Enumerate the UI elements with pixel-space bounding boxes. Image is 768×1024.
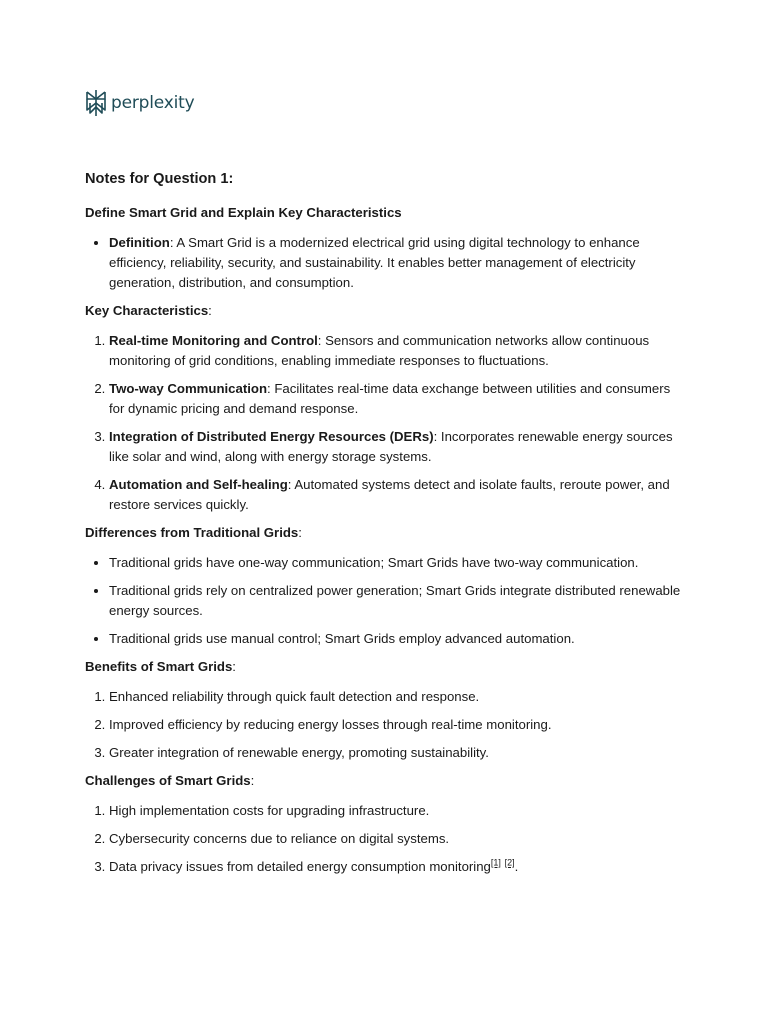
citation-link-1[interactable]: [1] bbox=[490, 857, 501, 868]
list-item: 1. Enhanced reliability through quick fault detection and response. bbox=[109, 687, 685, 707]
definition-term: Definition bbox=[109, 235, 170, 250]
key-characteristics-heading: Key Characteristics bbox=[85, 303, 209, 318]
list-item: • Traditional grids have one-way communication; Smart Grids have two-way communication. bbox=[109, 553, 685, 573]
differences-heading: Differences from Traditional Grids bbox=[85, 525, 299, 540]
item-text: : Incorporates renewable energy sources like solar and wind, along with energy storage systems. bbox=[109, 429, 673, 464]
item-term: Real-time Monitoring and Control bbox=[109, 333, 318, 348]
list-item: 2. Improved efficiency by reducing energy losses through real-time monitoring. bbox=[109, 715, 685, 735]
subtitle: Define Smart Grid and Explain Key Characteristics bbox=[85, 205, 402, 220]
challenges-list bbox=[85, 801, 685, 877]
logo-text: perplexity bbox=[111, 93, 195, 113]
benefits-heading: Benefits of Smart Grids bbox=[85, 659, 233, 674]
list-item: • Traditional grids rely on centralized power generation; Smart Grids integrate distributed renewable energy sources. bbox=[109, 581, 685, 621]
item-term: Automation and Self-healing bbox=[109, 477, 288, 492]
list-item: 3. Greater integration of renewable energy, promoting sustainability. bbox=[109, 743, 685, 763]
challenges-heading: Challenges of Smart Grids bbox=[85, 773, 251, 788]
definition-text: : A Smart Grid is a modernized electrical grid using digital technology to enhance efficiency, reliability, security, and sustainability. It enables better management of electricity generation, distribution, and consumption. bbox=[109, 235, 640, 290]
perplexity-logo bbox=[85, 88, 194, 118]
item-text: : Automated systems detect and isolate faults, reroute power, and restore services quickly. bbox=[109, 477, 670, 512]
definition-item bbox=[109, 233, 685, 293]
section-heading-benefits bbox=[85, 657, 685, 677]
notes-content bbox=[85, 168, 685, 885]
perplexity-logo-icon bbox=[85, 89, 107, 117]
item-text: : Facilitates real-time data exchange between utilities and consumers for dynamic pricing and demand response. bbox=[109, 381, 671, 416]
citation-link-2[interactable]: [2] bbox=[504, 857, 515, 868]
section-heading-differences bbox=[85, 523, 685, 543]
list-item: 2. Cybersecurity concerns due to reliance on digital systems. bbox=[109, 829, 685, 849]
heading-colon: : bbox=[250, 773, 255, 788]
heading-colon: : bbox=[232, 659, 236, 674]
heading-colon: : bbox=[208, 303, 212, 318]
section-heading-challenges bbox=[85, 771, 685, 791]
list-item bbox=[109, 379, 685, 419]
list-item bbox=[109, 331, 685, 371]
differences-list bbox=[85, 553, 685, 649]
definition-list bbox=[85, 233, 685, 293]
item-end-period: . bbox=[514, 859, 519, 874]
item-term: Two-way Communication bbox=[109, 381, 268, 396]
item-text: Data privacy issues from detailed energy consumption monitoring bbox=[109, 859, 491, 874]
section-heading-key-characteristics bbox=[85, 301, 685, 321]
benefits-list bbox=[85, 687, 685, 763]
list-item bbox=[109, 475, 685, 515]
item-term: Integration of Distributed Energy Resources (DERs) bbox=[109, 429, 434, 444]
section-heading-define bbox=[85, 203, 685, 223]
key-characteristics-list bbox=[85, 331, 685, 515]
list-item bbox=[109, 427, 685, 467]
heading-colon: : bbox=[298, 525, 302, 540]
list-item: • Traditional grids use manual control; Smart Grids employ advanced automation. bbox=[109, 629, 685, 649]
page-title: Notes for Question 1: bbox=[85, 171, 234, 187]
list-item bbox=[109, 857, 685, 877]
item-text: : Sensors and communication networks allow continuous monitoring of grid conditions, enabling immediate responses to fluctuations. bbox=[109, 333, 650, 368]
list-item: 1. High implementation costs for upgrading infrastructure. bbox=[109, 801, 685, 821]
